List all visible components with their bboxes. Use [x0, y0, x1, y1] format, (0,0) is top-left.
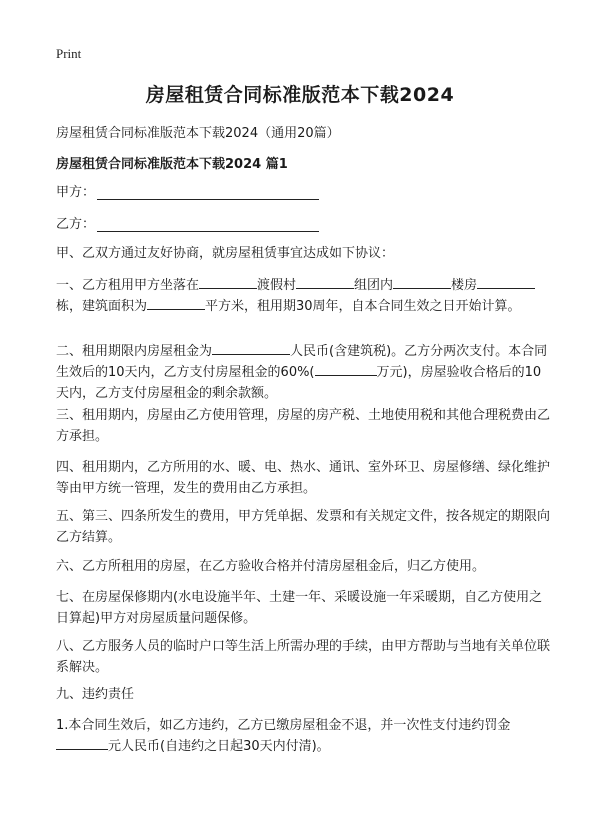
clause-4: 四、租用期内，乙方所用的水、暖、电、热水、通讯、室外环卫、房屋修缮、绿化维护等由甲方统一管理，发生的费用由乙方承担。	[56, 460, 551, 496]
intro-paragraph: 甲、乙双方通过友好协商，就房屋租赁事宜达成如下协议：	[56, 246, 395, 261]
document-title: 房屋租赁合同标准版范本下载2024	[145, 84, 455, 106]
clause-9-item-1-text-2: 元人民币(自违约之日起30天内付清)。	[108, 739, 330, 754]
clause-6: 六、乙方所租用的房屋，在乙方验收合格并付清房屋租金后，归乙方使用。	[56, 559, 486, 574]
clause-2-text-3: 万元)，房屋验收合格后的10天内，乙方支付房屋租金的剩余款额。	[56, 365, 542, 401]
party-b-label: 乙方：	[56, 217, 96, 232]
clause-8: 八、乙方服务人员的临时户口等生活上所需办理的手续，由甲方帮助与当地有关单位联系解决。	[56, 639, 551, 675]
party-a-label: 甲方：	[56, 185, 96, 200]
group-blank	[393, 276, 451, 289]
party-a-blank	[97, 186, 319, 200]
clause-7: 七、在房屋保修期内(水电设施半年、土建一年、采暖设施一年采暖期，自乙方使用之日算起)甲方对房屋质量问题保修。	[56, 590, 543, 626]
clause-1	[56, 275, 551, 317]
clause-9-item-1	[56, 715, 551, 757]
clause-1-text-3: 组团内	[354, 278, 394, 293]
clause-1-text-6: 平方米，租用期30周年，自本合同生效之日开始计算。	[205, 299, 521, 314]
document-subtitle: 房屋租赁合同标准版范本下载2024（通用20篇）	[56, 126, 340, 141]
clause-1-text-4: 楼房	[451, 278, 478, 293]
party-a-line	[56, 181, 319, 200]
penalty-amount-blank	[56, 737, 108, 750]
clause-3: 三、租用期内，房屋由乙方使用管理，房屋的房产税、土地使用税和其他合理税费由乙方承担。	[56, 408, 551, 444]
first-payment-blank	[315, 363, 377, 376]
clause-9-heading: 九、违约责任	[56, 687, 135, 702]
section-heading: 房屋租赁合同标准版范本下载2024 篇1	[56, 157, 288, 172]
clause-5: 五、第三、四条所发生的费用，甲方凭单据、发票和有关规定文件，按各规定的期限向乙方结算。	[56, 509, 551, 545]
party-b-blank	[97, 218, 319, 232]
clause-1-text-2: 渡假村	[257, 278, 297, 293]
clause-1-text-1: 一、乙方租用甲方坐落在	[56, 278, 200, 293]
rent-amount-blank	[212, 342, 290, 355]
location-blank	[199, 276, 257, 289]
resort-blank	[296, 276, 354, 289]
clause-2-text-1: 二、租用期限内房屋租金为	[56, 344, 213, 359]
clause-9-item-1-text-1: 1.本合同生效后，如乙方违约，乙方已缴房屋租金不退，并一次性支付违约罚金	[56, 718, 511, 733]
clause-2-text-2: 人民币(含建筑税)。乙方分两次支付。本合同生效后的10天内，乙方支付房屋租金的60%(	[56, 344, 548, 380]
clause-1-text-5: 栋，建筑面积为	[56, 299, 148, 314]
area-blank	[147, 297, 205, 310]
clause-2	[56, 341, 551, 404]
party-b-line	[56, 213, 319, 232]
building-blank	[477, 276, 535, 289]
print-link[interactable]: Print	[56, 46, 82, 61]
